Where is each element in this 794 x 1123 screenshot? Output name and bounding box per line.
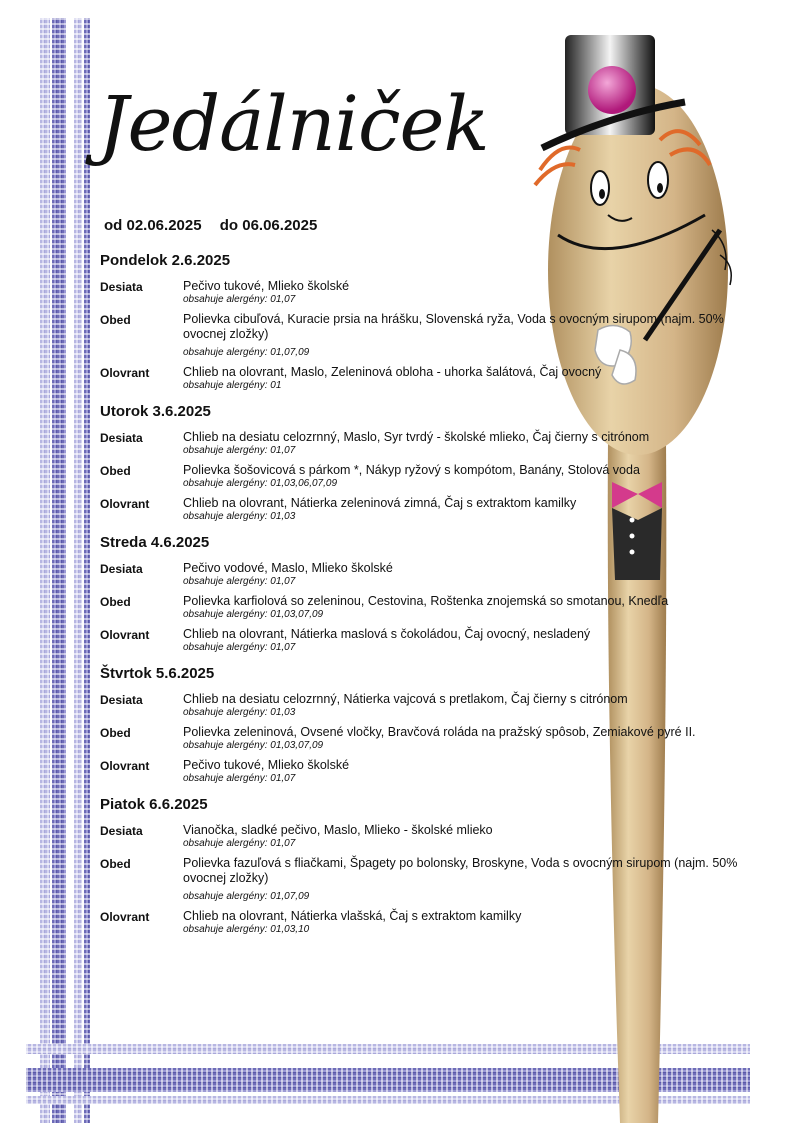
allergens: obsahuje alergény: 01,07 (183, 576, 296, 587)
day-friday (100, 796, 750, 939)
meal-row (100, 365, 750, 395)
date-from: od 02.06.2025 (104, 217, 202, 234)
meal-text: Chlieb na olovrant, Nátierka vlašská, Čaj s extraktom kamilky (183, 909, 522, 923)
allergens: obsahuje alergény: 01,07 (183, 838, 296, 849)
meal-row (100, 758, 750, 788)
allergens: obsahuje alergény: 01,03,10 (183, 924, 310, 935)
meal-text: Pečivo tukové, Mlieko školské (183, 279, 350, 293)
meal-row (100, 594, 750, 624)
meal-row (100, 909, 750, 939)
meal-row (100, 823, 750, 853)
tablecloth-stripe-left-thin (84, 18, 90, 1123)
meal-label: Desiata (100, 431, 143, 445)
allergens: obsahuje alergény: 01,07 (183, 294, 296, 305)
meal-body (183, 463, 750, 493)
date-range (104, 217, 331, 234)
meal-text: Chlieb na olovrant, Nátierka zeleninová zimná, Čaj s extraktom kamilky (183, 496, 577, 510)
meal-body (183, 594, 750, 624)
day-title: Streda 4.6.2025 (100, 534, 210, 551)
allergens: obsahuje alergény: 01 (183, 380, 282, 391)
meal-body (183, 725, 750, 755)
meal-body (183, 496, 750, 526)
meal-label: Olovrant (100, 759, 150, 773)
meal-text: Polievka cibuľová, Kuracie prsia na hrášku, Slovenská ryža, Voda s ovocným sirupom (najm. 50% ovocnej zložky) (183, 312, 724, 341)
page-title: Jedálniček (98, 79, 489, 168)
tablecloth-stripe-left-outer (40, 18, 50, 1123)
allergens: obsahuje alergény: 01,07,09 (183, 891, 310, 902)
allergens: obsahuje alergény: 01,03,07,09 (183, 740, 324, 751)
meal-body (183, 627, 750, 657)
meal-row (100, 430, 750, 460)
meal-row (100, 312, 750, 362)
day-title: Utorok 3.6.2025 (100, 403, 211, 420)
allergens: obsahuje alergény: 01,03 (183, 511, 296, 522)
meal-label: Olovrant (100, 497, 150, 511)
meal-body (183, 856, 750, 906)
meal-text: Chlieb na olovrant, Maslo, Zeleninová obloha - uhorka šalátová, Čaj ovocný (183, 365, 602, 379)
day-thursday (100, 665, 750, 788)
meal-text: Polievka fazuľová s fliačkami, Špagety po bolonsky, Broskyne, Voda s ovocným sirupom (najm. 50% ovocnej zložky) (183, 856, 738, 885)
allergens: obsahuje alergény: 01,07 (183, 445, 296, 456)
meal-label: Desiata (100, 693, 143, 707)
meal-text: Pečivo tukové, Mlieko školské (183, 758, 350, 772)
day-wednesday (100, 534, 750, 657)
meal-text: Polievka zeleninová, Ovsené vločky, Bravčová roláda na pražský spôsob, Zemiakové pyré II. (183, 725, 696, 739)
meal-text: Chlieb na desiatu celozrnný, Nátierka vajcová s pretlakom, Čaj čierny s citrónom (183, 692, 628, 706)
day-title: Štvrtok 5.6.2025 (100, 665, 215, 682)
meal-body (183, 430, 750, 460)
day-monday (100, 252, 750, 395)
meal-body (183, 279, 750, 309)
day-tuesday (100, 403, 750, 526)
meal-label: Desiata (100, 562, 143, 576)
meal-label: Obed (100, 313, 131, 327)
meal-label: Obed (100, 857, 131, 871)
meal-body (183, 758, 750, 788)
day-title: Piatok 6.6.2025 (100, 796, 208, 813)
allergens: obsahuje alergény: 01,07,09 (183, 347, 310, 358)
meal-label: Obed (100, 464, 131, 478)
meal-label: Olovrant (100, 910, 150, 924)
allergens: obsahuje alergény: 01,03,07,09 (183, 609, 324, 620)
meal-row (100, 692, 750, 722)
allergens: obsahuje alergény: 01,07 (183, 773, 296, 784)
meal-row (100, 627, 750, 657)
meal-label: Obed (100, 595, 131, 609)
day-title: Pondelok 2.6.2025 (100, 252, 231, 269)
date-to: do 06.06.2025 (219, 217, 318, 234)
allergens: obsahuje alergény: 01,07 (183, 642, 296, 653)
meal-text: Chlieb na desiatu celozrnný, Maslo, Syr tvrdý - školské mlieko, Čaj čierny s citrónom (183, 430, 650, 444)
allergens: obsahuje alergény: 01,03 (183, 707, 296, 718)
meal-body (183, 312, 750, 362)
meal-row (100, 279, 750, 309)
meal-body (183, 823, 750, 853)
meal-body (183, 692, 750, 722)
tablecloth-stripe-left-main (52, 18, 66, 1123)
meal-text: Polievka šošovicová s párkom *, Nákyp ryžový s kompótom, Banány, Stolová voda (183, 463, 640, 477)
meal-row (100, 561, 750, 591)
meal-label: Desiata (100, 280, 143, 294)
meal-label: Olovrant (100, 366, 150, 380)
meal-text: Chlieb na olovrant, Nátierka maslová s čokoládou, Čaj ovocný, nesladený (183, 627, 591, 641)
meal-body (183, 909, 750, 939)
allergens: obsahuje alergény: 01,03,06,07,09 (183, 478, 338, 489)
meal-row (100, 463, 750, 493)
meal-label: Obed (100, 726, 131, 740)
meal-label: Desiata (100, 824, 143, 838)
meal-row (100, 856, 750, 906)
meal-row (100, 496, 750, 526)
meal-text: Pečivo vodové, Maslo, Mlieko školské (183, 561, 393, 575)
meal-body (183, 561, 750, 591)
weekly-menu (100, 252, 750, 947)
tablecloth-stripe-left-inner (74, 18, 82, 1123)
meal-row (100, 725, 750, 755)
meal-text: Vianočka, sladké pečivo, Maslo, Mlieko - školské mlieko (183, 823, 493, 837)
meal-label: Olovrant (100, 628, 150, 642)
meal-body (183, 365, 750, 395)
meal-text: Polievka karfiolová so zeleninou, Cestovina, Roštenka znojemská so smotanou, Knedľa (183, 594, 669, 608)
